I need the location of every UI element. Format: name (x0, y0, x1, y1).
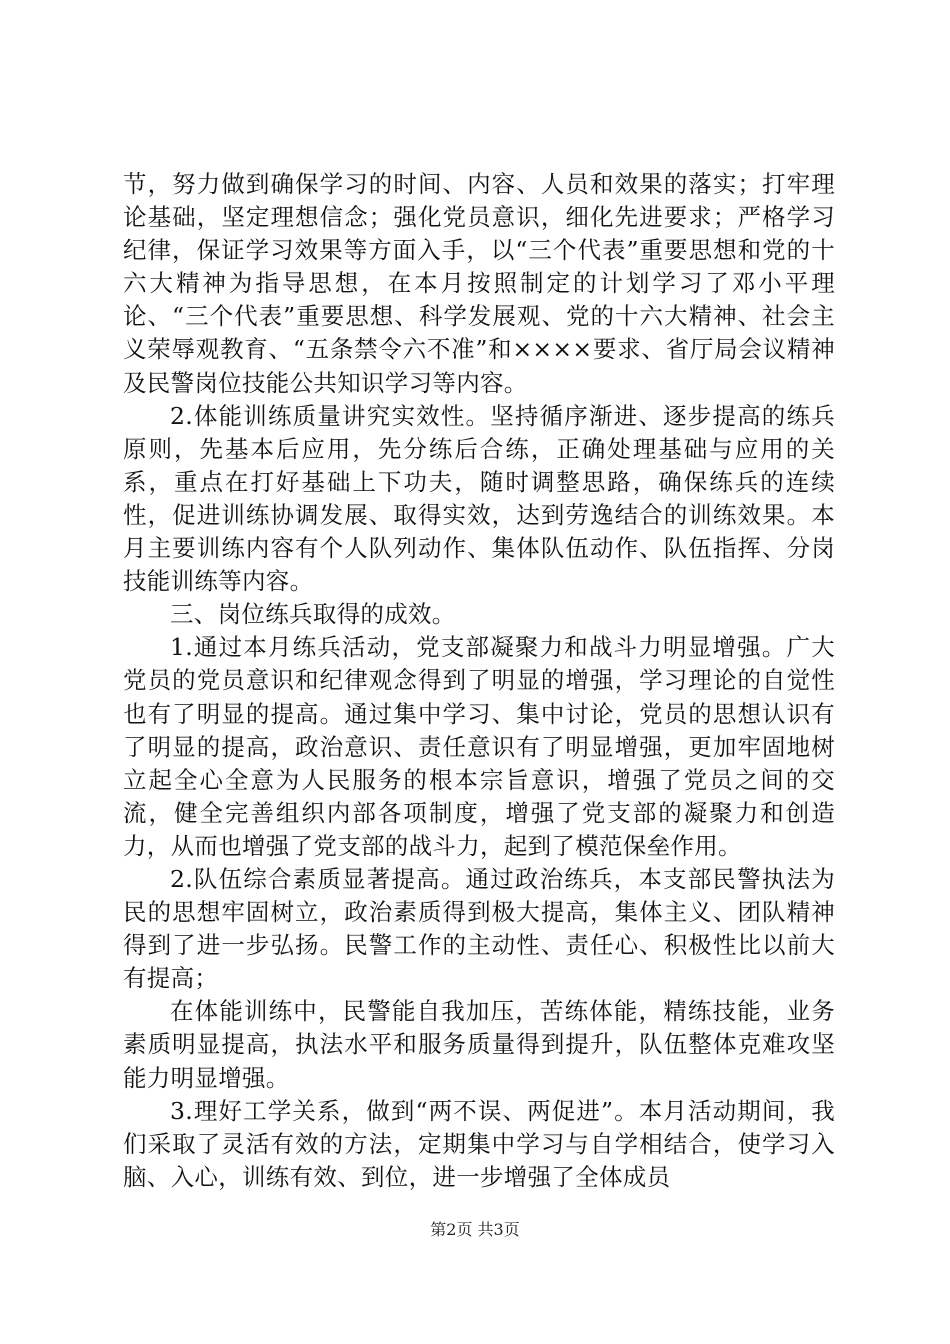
page-footer: 第2页 共3页 (430, 1220, 520, 1239)
document-body (123, 168, 835, 1194)
section-heading-results: 三、岗位练兵取得的成效。 (170, 600, 456, 629)
paragraph-physical-effect: 在体能训练中，民警能自我加压，苦练体能，精练技能，业务素质明显提高，执法水平和服务质量得到提升，队伍整体克难攻坚能力明显增强。 (123, 997, 835, 1092)
paragraph-work-study-balance: 3.理好工学关系，做到“两不误、两促进”。本月活动期间，我们采取了灵活有效的方法，定期集中学习与自学相结合，使学习入脑、入心，训练有效、到位，进一步增强了全体成员 (123, 1096, 835, 1191)
paragraph-party-cohesion: 1.通过本月练兵活动，党支部凝聚力和战斗力明显增强。广大党员的党员意识和纪律观念得到了明显的增强，学习理论的自觉性也有了明显的提高。通过集中学习、集中讨论，党员的思想认识有了明显的提高，政治意识、责任意识有了明显增强，更加牢固地树立起全心全意为人民服务的根本宗旨意识，增强了党员之间的交流，健全完善组织内部各项制度，增强了党支部的凝聚力和创造力，从而也增强了党支部的战斗力，起到了模范保垒作用。 (123, 633, 835, 860)
paragraph-continuation: 节，努力做到确保学习的时间、内容、人员和效果的落实；打牢理论基础，坚定理想信念；强化党员意识，细化先进要求；严格学习纪律，保证学习效果等方面入手，以“三个代表”重要思想和党的十六大精神为指导思想，在本月按照制定的计划学习了邓小平理论、“三个代表”重要思想、科学发展观、党的十六大精神、社会主义荣辱观教育、“五条禁令六不准”和××××要求、省厅局会议精神及民警岗位技能公共知识学习等内容。 (123, 170, 835, 397)
paragraph-team-quality: 2.队伍综合素质显著提高。通过政治练兵，本支部民警执法为民的思想牢固树立，政治素质得到极大提高，集体主义、团队精神得到了进一步弘扬。民警工作的主动性、责任心、积极性比以前大有提高； (123, 864, 835, 993)
paragraph-physical-training: 2.体能训练质量讲究实效性。坚持循序渐进、逐步提高的练兵原则，先基本后应用，先分练后合练，正确处理基础与应用的关系，重点在打好基础上下功夫，随时调整思路，确保练兵的连续性，促进训练协调发展、取得实效，达到劳逸结合的训练效果。本月主要训练内容有个人队列动作、集体队伍动作、队伍指挥、分岗技能训练等内容。 (123, 401, 835, 596)
